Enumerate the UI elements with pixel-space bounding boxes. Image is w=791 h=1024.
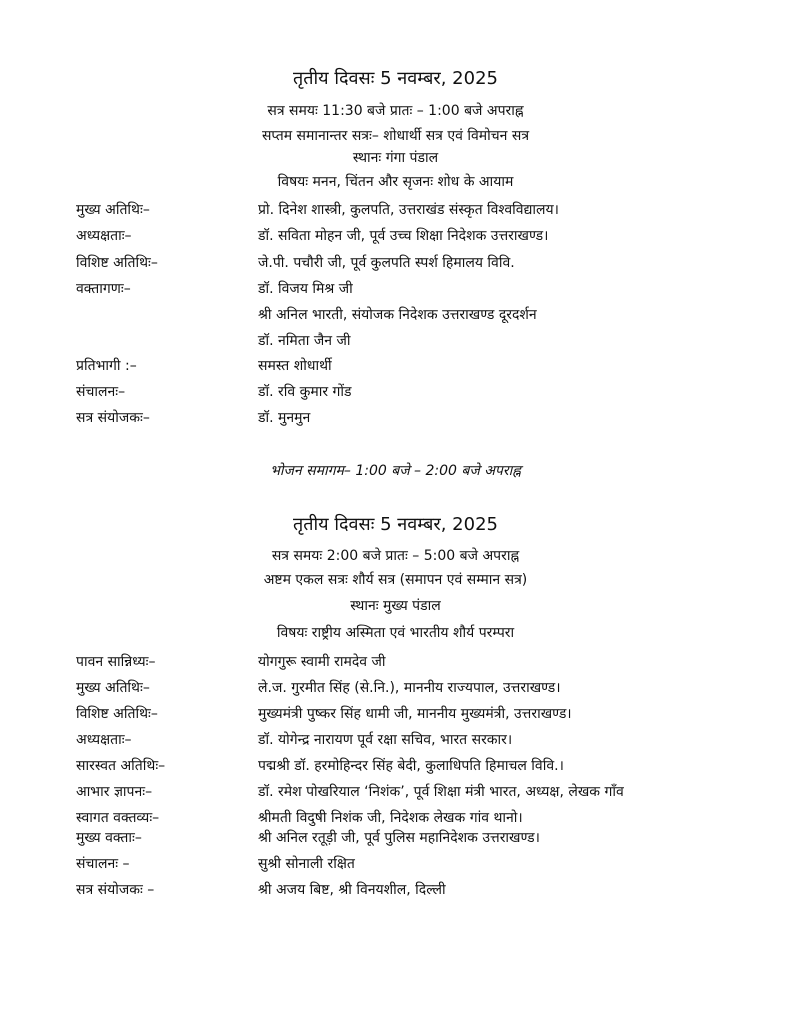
session-topic-1: विषयः मनन, चिंतन और सृजनः शोध के आयाम — [277, 174, 514, 190]
row-label: अध्यक्षताः– — [76, 732, 132, 748]
row-value: मुख्यमंत्री पुष्कर सिंह धामी जी, माननीय मुख्यमंत्री, उत्तराखण्ड। — [258, 706, 572, 722]
row-label: सारस्वत अतिथिः– — [76, 758, 166, 774]
session-time-2: सत्र समयः 2:00 बजे प्रातः – 5:00 बजे अपराह्न — [271, 548, 520, 564]
row-label: स्वागत वक्तव्यः– — [76, 810, 160, 826]
row-value: श्री अनिल रतूड़ी जी, पूर्व पुलिस महानिदेशक उत्तराखण्ड। — [258, 830, 540, 846]
row-value: श्रीमती विदुषी निशंक जी, निदेशक लेखक गांव थानो। — [258, 810, 523, 826]
day-title-1: तृतीय दिवसः 5 नवम्बर, 2025 — [292, 68, 498, 89]
row-label: विशिष्ट अतिथिः– — [76, 706, 158, 722]
row-label: मुख्य अतिथिः– — [76, 202, 150, 218]
session-venue-1: स्थानः गंगा पंडाल — [352, 150, 439, 166]
row-value: प्रो. दिनेश शास्त्री, कुलपति, उत्तराखंड संस्कृत विश्वविद्यालय। — [258, 202, 559, 218]
row-label: संचालनः – — [76, 856, 130, 872]
row-label: पावन सान्निध्यः– — [76, 654, 156, 670]
day-title-2: तृतीय दिवसः 5 नवम्बर, 2025 — [292, 514, 498, 535]
row-value: डॉ. विजय मिश्र जी — [258, 281, 353, 297]
row-value: सुश्री सोनाली रक्षित — [258, 856, 355, 872]
row-value: पद्मश्री डॉ. हरमोहिन्दर सिंह बेदी, कुलाधिपति हिमाचल विवि.। — [258, 758, 564, 774]
row-label: मुख्य अतिथिः– — [76, 680, 150, 696]
session-topic-2: विषयः राष्ट्रीय अस्मिता एवं भारतीय शौर्य परम्परा — [276, 625, 515, 641]
row-label: विशिष्ट अतिथिः– — [76, 255, 158, 271]
row-value: डॉ. सविता मोहन जी, पूर्व उच्च शिक्षा निदेशक उत्तराखण्ड। — [258, 228, 549, 244]
session-venue-2: स्थानः मुख्य पंडाल — [350, 598, 441, 614]
row-value: डॉ. रवि कुमार गोंड — [258, 384, 352, 400]
session-name-2: अष्टम एकल सत्रः शौर्य सत्र (समापन एवं सम्मान सत्र) — [263, 572, 528, 588]
row-value: ले.ज. गुरमीत सिंह (से.नि.), माननीय राज्यपाल, उत्तराखण्ड। — [258, 680, 561, 696]
row-label: संचालनः– — [76, 384, 126, 400]
row-label: अध्यक्षताः– — [76, 228, 132, 244]
row-value: योगगुरू स्वामी रामदेव जी — [258, 654, 386, 670]
row-value: जे.पी. पचौरी जी, पूर्व कुलपति स्पर्श हिमालय विवि. — [258, 255, 515, 271]
row-label: सत्र संयोजकः– — [76, 410, 150, 426]
row-label: वक्तागणः– — [76, 281, 131, 297]
row-label: सत्र संयोजकः – — [76, 882, 155, 898]
row-label: मुख्य वक्ताः– — [76, 830, 142, 846]
row-value: श्री अजय बिष्ट, श्री विनयशील, दिल्ली — [258, 882, 446, 898]
row-value: श्री अनिल भारती, संयोजक निदेशक उत्तराखण्ड दूरदर्शन — [258, 307, 537, 323]
row-value: डॉ. मुनमुन — [258, 410, 311, 426]
row-label: आभार ज्ञापनः– — [76, 784, 153, 800]
session-time-1: सत्र समयः 11:30 बजे प्रातः – 1:00 बजे अपराह्न — [267, 103, 524, 119]
row-value: डॉ. योगेन्द्र नारायण पूर्व रक्षा सचिव, भारत सरकार। — [258, 732, 513, 748]
row-value: समस्त शोधार्थी — [258, 358, 332, 374]
row-value: डॉ. नमिता जैन जी — [258, 333, 351, 349]
session-name-1: सप्तम समानान्तर सत्रः– शोधार्थी सत्र एवं विमोचन सत्र — [261, 128, 530, 144]
row-value: डॉ. रमेश पोखरियाल ‘निशंक’, पूर्व शिक्षा मंत्री भारत, अध्यक्ष, लेखक गाँव — [258, 784, 624, 800]
row-label: प्रतिभागी :– — [76, 358, 137, 374]
meal-break: भोजन समागम– 1:00 बजे – 2:00 बजे अपराह्न — [270, 463, 521, 479]
